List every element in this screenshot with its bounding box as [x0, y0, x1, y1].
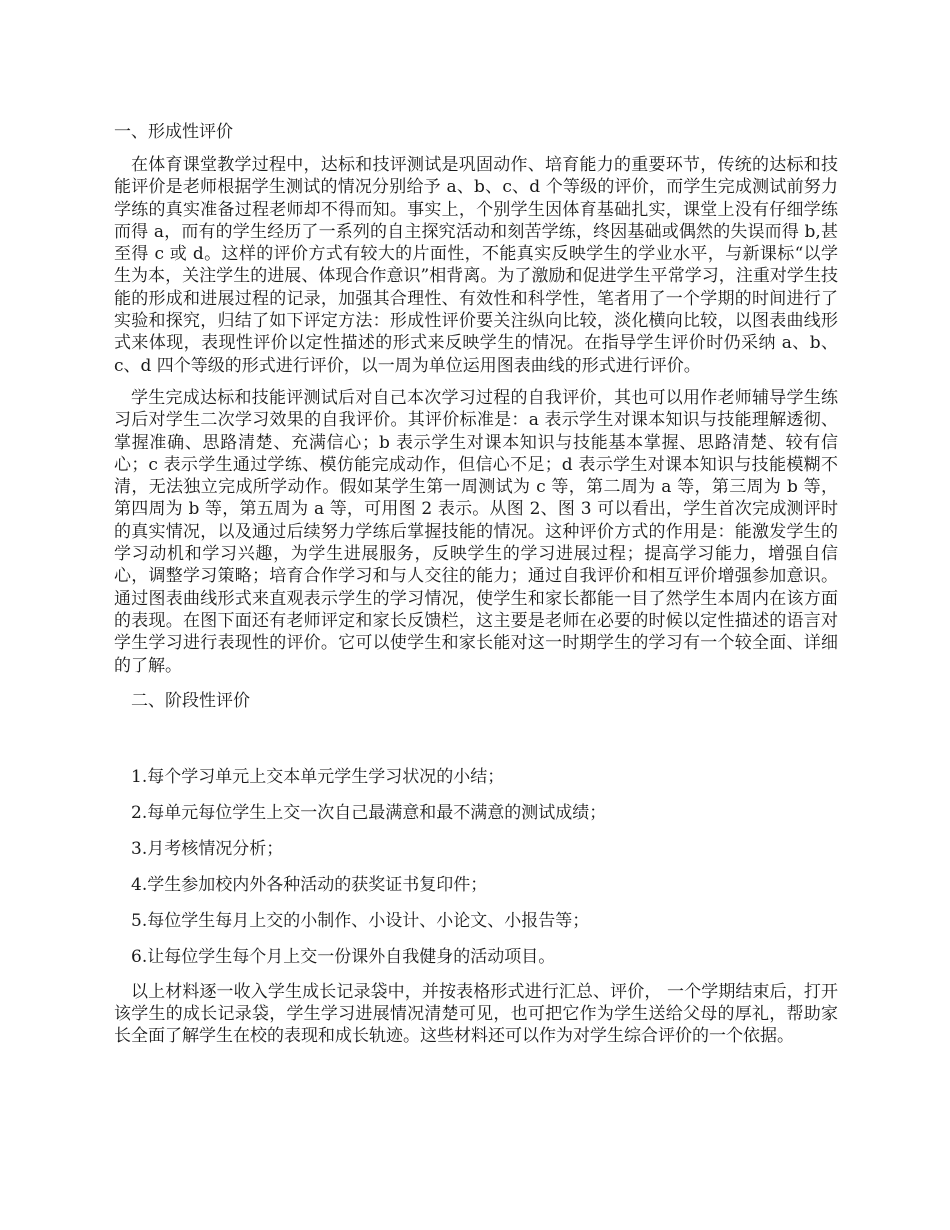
list-item: 4.学生参加校内外各种活动的获奖证书复印件；	[131, 874, 488, 895]
paragraph-formative-intro: 在体育课堂教学过程中，达标和技评测试是巩固动作、培育能力的重要环节，传统的达标和技能评价是老师根据学生测试的情况分别给予 a、b、c、d 个等级的评价，而学生完成测试前努力学练的真实准备过程老师却不得而知。事实上，个别学生因体育基础扎实，课堂上没有仔细学练而得 a，而有的学生经历了一系列的自主探究活动和刻苦学练，终因基础或偶然的失误而得 b,甚至得 c 或 d。这样的评价方式有较大的片面性，不能真实反映学生的学业水平，与新课标“以学生为本，关注学生的进展、体现合作意识”相背离。为了激励和促进学生平常学习，注重对学生技能的形成和进展过程的记录，加强其合理性、有效性和科学性，笔者用了一个学期的时间进行了实验和探究，归结了如下评定方法：形成性评价要关注纵向比较，淡化横向比较，以图表曲线形式来体现，表现性评价以定性描述的形式来反映学生的情况。在指导学生评价时仍采纳 a、b、c、d 四个等级的形式进行评价，以一周为单位运用图表曲线的形式进行评价。	[114, 155, 838, 376]
document-page	[114, 120, 838, 1048]
list-item: 3.月考核情况分析；	[131, 838, 284, 859]
stage-evaluation-list	[114, 765, 838, 969]
paragraph-closing: 以上材料逐一收入学生成长记录袋中，并按表格形式进行汇总、评价， 一个学期结束后，打开该学生的成长记录袋，学生学习进展情况清楚可见，也可把它作为学生送给父母的厚礼，帮助家长全面了解学生在校的表现和成长轨迹。这些材料还可以作为对学生综合评价的一个依据。	[114, 981, 838, 1047]
paragraph-self-evaluation: 学生完成达标和技能评测试后对自己本次学习过程的自我评价，其也可以用作老师辅导学生练习后对学生二次学习效果的自我评价。其评价标准是：a 表示学生对课本知识与技能理解透彻、掌握准确、思路清楚、充满信心；b 表示学生对课本知识与技能基本掌握、思路清楚、较有信心；c 表示学生通过学练、模仿能完成动作，但信心不足；d 表示学生对课本知识与技能模糊不清，无法独立完成所学动作。假如某学生第一周测试为 c 等，第二周为 a 等，第三周为 b 等，第四周为 b 等，第五周为 a 等，可用图 2 表示。从图 2、图 3 可以看出，学生首次完成测评时的真实情况，以及通过后续努力学练后掌握技能的情况。这种评价方式的作用是：能激发学生的学习动机和学习兴趣，为学生进展服务，反映学生的学习进展过程；提高学习能力，增强自信心，调整学习策略；培育合作学习和与人交往的能力；通过自我评价和相互评价增强参加意识。通过图表曲线形式来直观表示学生的学习情况，使学生和家长都能一目了然学生本周内在该方面的表现。在图下面还有老师评定和家长反馈栏，这主要是老师在必要的时候以定性描述的语言对学生学习进行表现性的评价。它可以使学生和家长能对这一时期学生的学习有一个较全面、详细的了解。	[114, 387, 838, 676]
section-heading-stage: 二、阶段性评价	[131, 690, 250, 711]
list-item: 6.让每位学生每个月上交一份课外自我健身的活动项目。	[131, 946, 556, 967]
list-item: 2.每单元每位学生上交一次自己最满意和最不满意的测试成绩；	[131, 802, 607, 823]
list-item: 1.每个学习单元上交本单元学生学习状况的小结；	[131, 766, 505, 787]
list-item: 5.每位学生每月上交的小制作、小设计、小论文、小报告等；	[131, 910, 590, 931]
section-heading-formative: 一、形成性评价	[114, 122, 233, 142]
